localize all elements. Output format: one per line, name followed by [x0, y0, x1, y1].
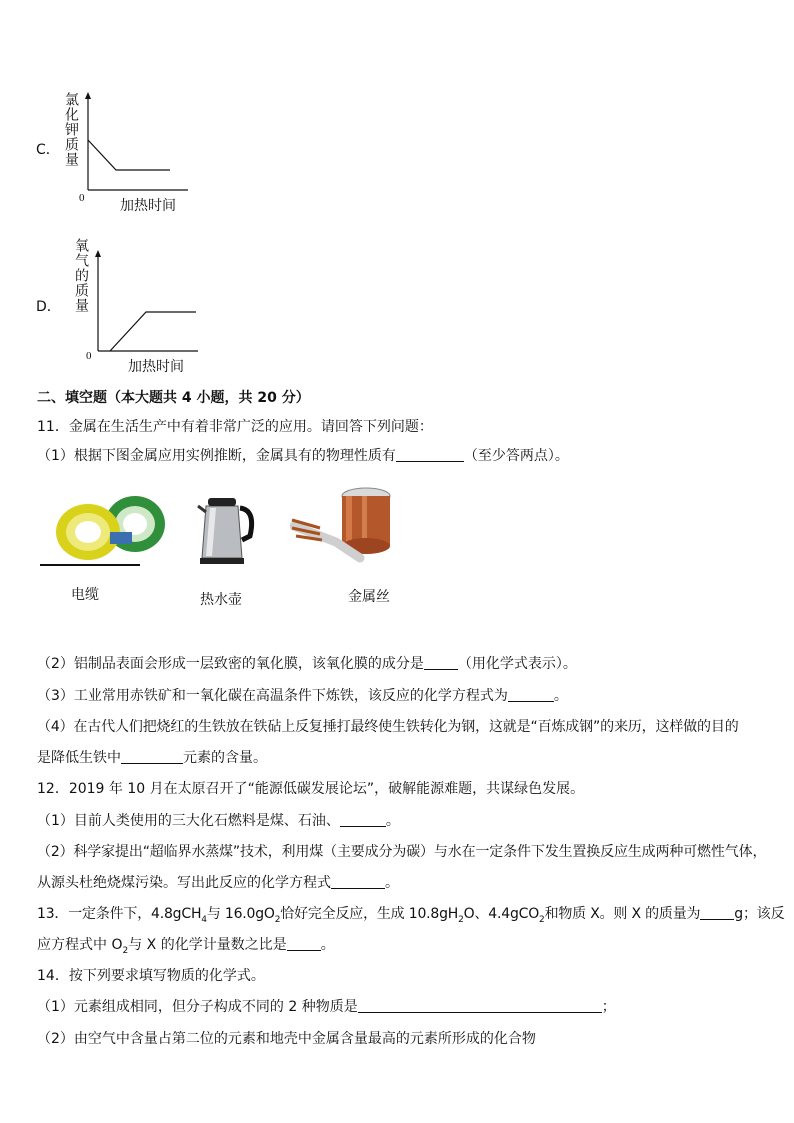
q11-part3 [37, 687, 568, 705]
q11-part3-blank[interactable] [508, 687, 554, 702]
q11-part2-text-a: （2）铝制品表面会形成一层致密的氧化膜，该氧化膜的成分是 [37, 656, 424, 672]
q11-part3-text-a: （3）工业常用赤铁矿和一氧化碳在高温条件下炼铁，该反应的化学方程式为 [37, 688, 508, 704]
q11-part2-text-b: （用化学式表示）。 [457, 656, 577, 672]
q13-sub-ch4: 4 [201, 914, 207, 925]
q11-part4-text-b: 元素的含量。 [183, 750, 267, 766]
graph-c-curve [88, 140, 170, 170]
q13-text-g: 应方程式中 O [37, 937, 123, 953]
q11-part2 [37, 655, 577, 673]
q13-text-h: 与 X 的化学计量数之比是 [128, 937, 287, 953]
graph-c [80, 92, 190, 194]
q12-part2-line2 [37, 874, 399, 892]
q14-part1 [37, 998, 616, 1016]
kettle-image [196, 492, 256, 568]
graph-c-ylabel: 氯化钾质量 [63, 92, 79, 167]
q13-text-f: g；该反 [734, 906, 785, 922]
wire-caption: 金属丝 [348, 589, 390, 605]
graph-d-ylabel: 氧气的质量 [73, 238, 89, 313]
q11-part1 [37, 447, 569, 465]
cable-image [40, 488, 168, 572]
q13-text-a: 13．一定条件下，4.8gCH [37, 906, 202, 922]
q12-stem: 12．2019 年 10 月在太原召开了“能源低碳发展论坛”，破解能源难题，共谋绿色发展。 [37, 781, 585, 797]
graph-d-xlabel: 加热时间 [128, 359, 184, 375]
q14-part1-text-b: ； [601, 999, 616, 1015]
q14-part1-blank[interactable] [358, 998, 602, 1013]
q13-text-i: 。 [320, 937, 335, 953]
q11-part4-line1: （4）在古代人们把烧红的生铁放在铁砧上反复捶打最终使生铁转化为钢，这就是“百炼成钢”的来历，这样做的目的 [37, 719, 739, 735]
graph-c-origin: 0 [79, 192, 85, 204]
q11-part1-text-a: （1）根据下图金属应用实例推断，金属具有的物理性质有 [37, 448, 396, 464]
kettle-caption: 热水壶 [200, 592, 242, 608]
q13-line2 [37, 936, 335, 960]
option-d-label: D． [36, 299, 61, 315]
q12-part1-text-a: （1）目前人类使用的三大化石燃料是煤、石油、 [37, 813, 340, 829]
q13-sub-h2o: 2 [458, 914, 464, 925]
q11-part3-text-b: 。 [553, 688, 568, 704]
graph-d-origin: 0 [86, 350, 92, 362]
q13-text-e: 和物质 X。则 X 的质量为 [544, 906, 701, 922]
q13-text-c: 恰好完全反应，生成 10.8gH [280, 906, 459, 922]
q13-ratio-blank[interactable] [287, 936, 321, 951]
q12-part2-blank[interactable] [331, 874, 385, 889]
q12-part1-text-b: 。 [385, 813, 400, 829]
q13-mass-blank[interactable] [700, 905, 734, 920]
graph-c-xlabel: 加热时间 [120, 198, 176, 214]
q13-text-d: O、4.4gCO [463, 906, 540, 922]
q12-part1-blank[interactable] [340, 812, 386, 827]
graph-d [90, 250, 200, 355]
q13-sub-co2: 2 [539, 914, 545, 925]
wire-image [290, 484, 402, 570]
q11-part1-blank[interactable] [396, 447, 464, 462]
q11-stem: 11．金属在生活生产中有着非常广泛的应用。请回答下列问题： [37, 419, 433, 435]
q14-stem: 14．按下列要求填写物质的化学式。 [37, 968, 265, 984]
q12-part1 [37, 812, 400, 830]
q13-sub-o2-b: 2 [122, 945, 129, 956]
q12-part2-text-a: 从源头杜绝烧煤污染。写出此反应的化学方程式 [37, 875, 331, 891]
option-c-label: C． [36, 142, 60, 158]
q11-part2-blank[interactable] [424, 655, 458, 670]
q11-part4-text-a: 是降低生铁中 [37, 750, 121, 766]
q13-text-b: 与 16.0gO [206, 906, 275, 922]
section-heading: 二、填空题（本大题共 4 小题，共 20 分） [37, 390, 310, 406]
cable-caption: 电缆 [71, 587, 99, 603]
q11-part4-line2 [37, 749, 267, 767]
q12-part2-line1: （2）科学家提出“超临界水蒸煤”技术，利用煤（主要成分为碳）与水在一定条件下发生置换反应生成两种可燃性气体， [37, 844, 767, 860]
q14-part1-text-a: （1）元素组成相同，但分子构成不同的 2 种物质是 [37, 999, 358, 1015]
q11-part1-text-b: （至少答两点）。 [463, 448, 569, 464]
q14-part2: （2）由空气中含量占第二位的元素和地壳中金属含量最高的元素所形成的化合物 [37, 1031, 536, 1047]
graph-d-curve [110, 312, 196, 351]
q12-part2-text-b: 。 [385, 875, 399, 891]
q13-sub-o2: 2 [274, 914, 281, 925]
q11-part4-blank[interactable] [121, 749, 183, 764]
q13-line1 [37, 905, 784, 929]
